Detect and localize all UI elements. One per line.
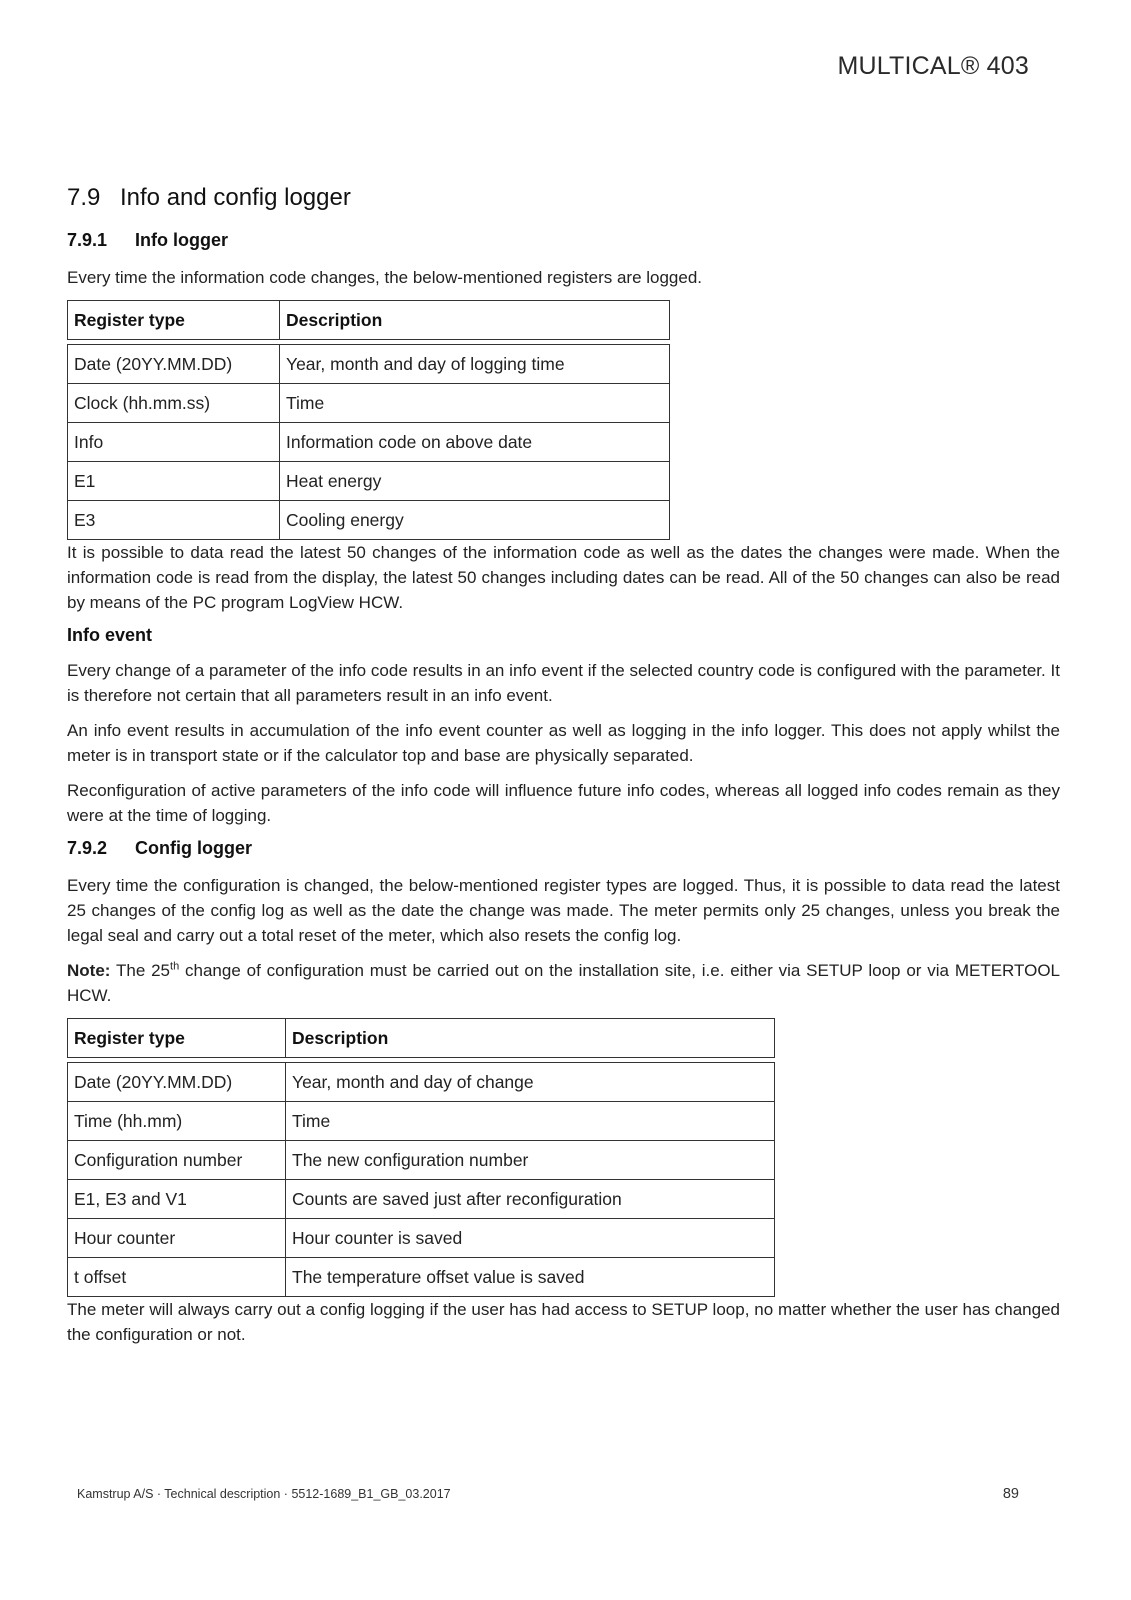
table-cell: Counts are saved just after reconfiguration xyxy=(285,1179,775,1218)
table-cell: The temperature offset value is saved xyxy=(285,1257,775,1297)
header-product-name: MULTICAL® 403 xyxy=(837,52,1029,80)
table-row xyxy=(67,1140,775,1179)
note-superscript: th xyxy=(170,960,180,973)
table-row xyxy=(67,383,670,422)
table-cell: Date (20YY.MM.DD) xyxy=(67,344,279,383)
info-event-paragraph: An info event results in accumulation of the info event counter as well as logging in the info logger. This does not apply whilst the meter is in transport state or if the calculator top and base are physically separated. xyxy=(67,721,1060,765)
table-cell: t offset xyxy=(67,1257,285,1297)
info-logger-number: 7.9.1 xyxy=(67,230,108,250)
note-text-post: change of configuration must be carried out on the installation site, i.e. either via SETUP loop or via METERTOOL HCW. xyxy=(67,961,1060,1005)
section-title: Info and config logger xyxy=(120,184,351,211)
footer-document-info: Kamstrup A/S · Technical description · 5512-1689_B1_GB_03.2017 xyxy=(77,1487,451,1501)
table-cell: The new configuration number xyxy=(285,1140,775,1179)
table-cell: Cooling energy xyxy=(279,500,670,540)
table-header-cell: Register type xyxy=(67,300,279,340)
table-row xyxy=(67,422,670,461)
table-cell: Information code on above date xyxy=(279,422,670,461)
table-row xyxy=(67,461,670,500)
config-logger-note xyxy=(67,958,1060,1008)
table-cell: Hour counter xyxy=(67,1218,285,1257)
table-cell: Info xyxy=(67,422,279,461)
table-cell: Time xyxy=(279,383,670,422)
table-cell: Clock (hh.mm.ss) xyxy=(67,383,279,422)
note-label: Note: xyxy=(67,961,111,980)
table-header-cell: Register type xyxy=(67,1018,285,1058)
section-heading xyxy=(67,184,1060,212)
table-row xyxy=(67,1062,775,1101)
table-header-row xyxy=(67,1018,775,1058)
table-header-cell: Description xyxy=(279,300,670,340)
table-cell: E1, E3 and V1 xyxy=(67,1179,285,1218)
table-header-cell: Description xyxy=(285,1018,775,1058)
config-logger-intro: Every time the configuration is changed, the below-mentioned register types are logged. Thus, it is possible to data read the latest 25 changes of the config log as well as the date the change was made. The meter permits only 25 changes, unless you break the legal seal and carry out a total reset of the meter, which also resets the config log. xyxy=(67,876,1060,945)
info-logger-intro: Every time the information code changes, the below-mentioned registers are logged. xyxy=(67,268,703,287)
table-row xyxy=(67,1257,775,1297)
table-row xyxy=(67,1101,775,1140)
page-content xyxy=(67,184,1060,1357)
config-logger-number: 7.9.2 xyxy=(67,838,108,858)
table-cell: Year, month and day of change xyxy=(285,1062,775,1101)
info-event-heading: Info event xyxy=(67,625,153,645)
info-logger-title: Info logger xyxy=(135,230,228,250)
table-cell: Time xyxy=(285,1101,775,1140)
info-event-paragraph: Reconfiguration of active parameters of the info code will influence future info codes, whereas all logged info codes remain as they were at the time of logging. xyxy=(67,781,1060,825)
info-event-paragraph: Every change of a parameter of the info code results in an info event if the selected country code is configured with the parameter. It is therefore not certain that all parameters result in an info event. xyxy=(67,661,1060,705)
table-cell: Time (hh.mm) xyxy=(67,1101,285,1140)
table-cell: Year, month and day of logging time xyxy=(279,344,670,383)
table-cell: Date (20YY.MM.DD) xyxy=(67,1062,285,1101)
table-header-row xyxy=(67,300,670,340)
note-text-pre: The 25 xyxy=(115,961,171,980)
table-row xyxy=(67,500,670,540)
info-logger-table xyxy=(67,300,670,540)
section-number: 7.9 xyxy=(67,184,101,211)
table-row xyxy=(67,1179,775,1218)
footer-page-number: 89 xyxy=(1002,1486,1019,1502)
table-cell: Hour counter is saved xyxy=(285,1218,775,1257)
table-row xyxy=(67,1218,775,1257)
table-cell: E1 xyxy=(67,461,279,500)
table-cell: Heat energy xyxy=(279,461,670,500)
config-logger-title: Config logger xyxy=(135,838,252,858)
config-logger-table xyxy=(67,1018,775,1297)
config-logger-heading xyxy=(67,838,1060,859)
table-cell: Configuration number xyxy=(67,1140,285,1179)
table-cell: E3 xyxy=(67,500,279,540)
config-logger-after-table: The meter will always carry out a config logging if the user has had access to SETUP loop, no matter whether the user has changed the configuration or not. xyxy=(67,1300,1060,1344)
table-row xyxy=(67,344,670,383)
info-logger-heading xyxy=(67,230,1060,251)
info-logger-after-table: It is possible to data read the latest 50 changes of the information code as well as the dates the changes were made. When the information code is read from the display, the latest 50 changes including dates can be read. All of the 50 changes can also be read by means of the PC program LogView HCW. xyxy=(67,543,1060,612)
